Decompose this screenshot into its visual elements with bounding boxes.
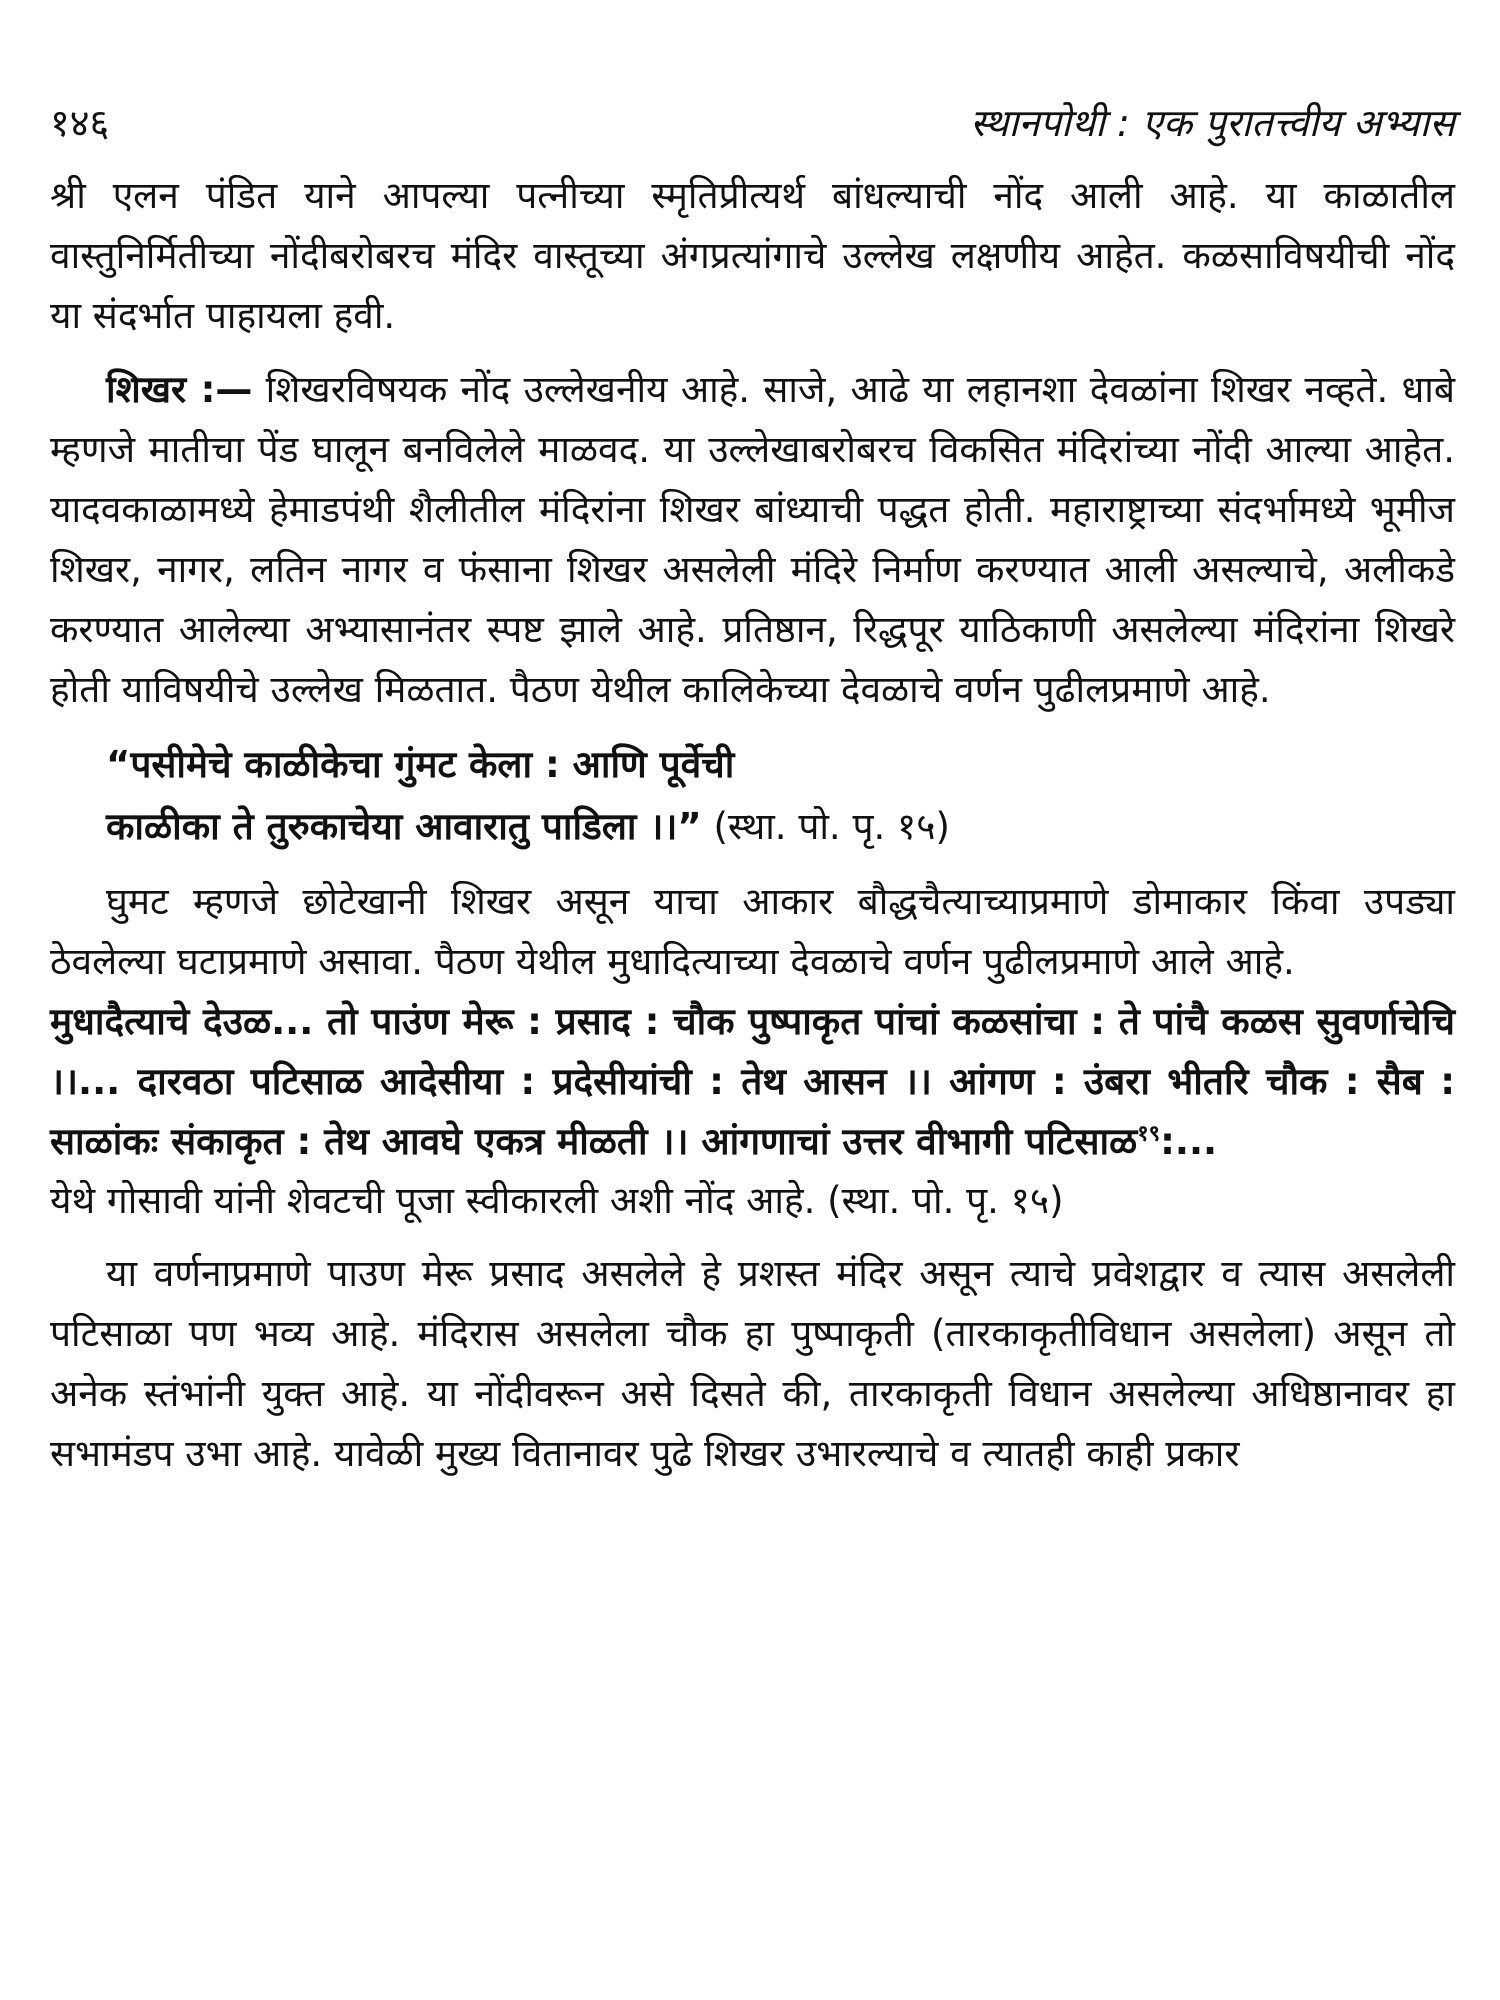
quote-kalika-line-2 [50,796,1455,858]
paragraph-description: या वर्णनाप्रमाणे पाउण मेरू प्रसाद असलेले हे प्रशस्त मंदिर असून त्याचे प्रवेशद्वार व त्यास असलेली पटिसाळा पण भव्य आहे. मंदिरास असलेला चौक हा पुष्पाकृती (तारकाकृतीविधान असलेला) असून तो अनेक स्तंभांनी युक्त आहे. या नोंदीवरून असे दिसते की, तारकाकृती विधान असलेल्या अधिष्ठानावर हा सभामंडप उभा आहे. यावेळी मुख्य वितानावर पुढे शिखर उभारल्याचे व त्यातही काही प्रकार [50,1252,1455,1475]
paragraph-ghumat: घुमट म्हणजे छोटेखानी शिखर असून याचा आकार बौद्धचैत्याच्याप्रमाणे डोमाकार किंवा उपड्या ठेवलेल्या घटाप्रमाणे असावा. पैठण येथील मुधादित्याच्या देवळाचे वर्णन पुढीलप्रमाणे आले आहे. [50,880,1455,983]
paragraph-1: श्री एलन पंडित याने आपल्या पत्नीच्या स्मृतिप्रीत्यर्थ बांधल्याची नोंद आली आहे. या काळातील वास्तुनिर्मितीच्या नोंदीबरोबरच मंदिर वास्तूच्या अंगप्रत्यांगाचे उल्लेख लक्षणीय आहेत. कळसाविषयीची नोंद या संदर्भात पाहायला हवी. [50,174,1455,337]
quote-kalika-citation: (स्था. पो. पृ. १५) [701,805,950,848]
paragraph-shikhar-body: शिखरविषयक नोंद उल्लेखनीय आहे. साजे, आढे या लहानशा देवळांना शिखर नव्हते. धाबे म्हणजे मातीचा पेंड घालून बनविलेले माळवद. या उल्लेखाबरोबरच विकसित मंदिरांच्या नोंदी आल्या आहेत. यादवकाळामध्ये हेमाडपंथी शैलीतील मंदिरांना शिखर बांध्याची पद्धत होती. महाराष्ट्राच्या संदर्भामध्ये भूमीज शिखर, नागर, लतिन नागर व फंसाना शिखर असलेली मंदिरे निर्माण करण्यात आली असल्याचे, अलीकडे करण्यात आलेल्या अभ्यासानंतर स्पष्ट झाले आहे. प्रतिष्ठान, रिद्धपूर याठिकाणी असलेल्या मंदिरांना शिखरे होती याविषयीचे उल्लेख मिळतात. पैठण येथील कालिकेच्या देवळाचे वर्णन पुढीलप्रमाणे आहे. [50,368,1455,711]
page-number: १४६ [50,101,110,145]
book-title: स्थानपोथी : एक पुरातत्त्वीय अभ्यास [970,101,1455,145]
quote-mudhaditya-text: मुधादैत्याचे देउळ... तो पाउंण मेरू : प्रसाद : चौक पुष्पाकृत पांचां कळसांचा : ते पांचै कळस सुवर्णाचेचि ।।... दारवठा पटिसाळ आदेसीया : प्रदेसीयांची : तेथ आसन ।। आंगण : उंबरा भीतरि चौक : सैब : साळांकः संकाकृत : तेथ आवघे एकत्र मीळती ।। आंगणाचां उत्तर वीभागी पटिसाळ [50,1000,1455,1163]
paragraph-shikhar [50,360,1455,720]
running-header [50,96,1455,166]
quote-kalika [50,734,1455,858]
footnote-marker: १९ [1137,1121,1161,1147]
section-heading-shikhar: शिखर :— [106,368,253,411]
quote-mudhaditya-tail: :... [1160,1120,1218,1163]
paragraph-gosavi: येथे गोसावी यांनी शेवटची पूजा स्वीकारली अशी नोंद आहे. (स्था. पो. पृ. १५) [50,1179,1064,1222]
quote-kalika-line-1: “पसीमेचे काळीकेचा गुंमट केला : आणि पूर्वेची [106,743,735,786]
quote-mudhaditya [50,992,1455,1172]
quote-kalika-line-2-text: काळीका ते तुरुकाचेया आवारातु पाडिला ।।” [106,805,702,848]
page [50,96,1455,1484]
